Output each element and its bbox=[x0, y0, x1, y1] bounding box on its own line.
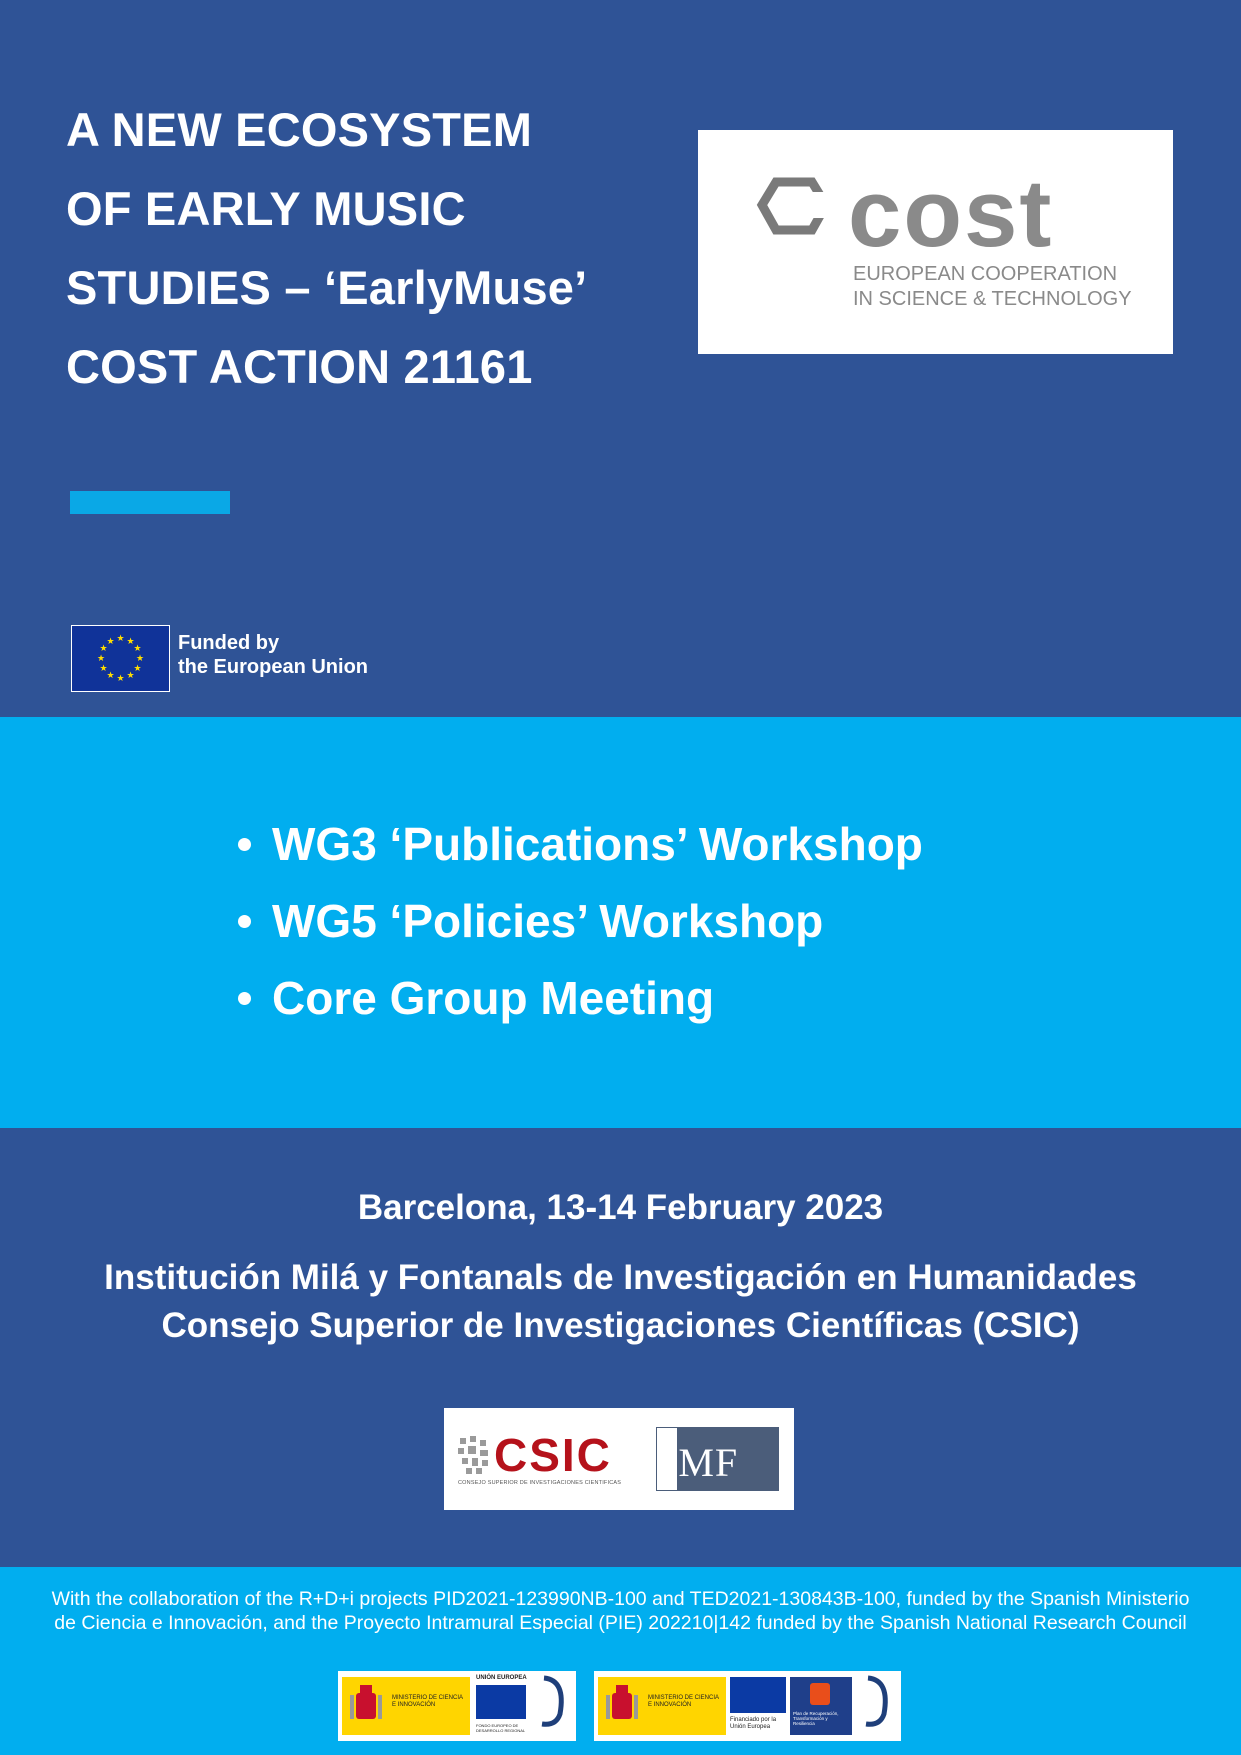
list-item bbox=[238, 883, 1138, 960]
cost-logo bbox=[698, 130, 1173, 354]
imf-wordmark: IMF bbox=[664, 1440, 739, 1485]
title-line: OF EARLY MUSIC bbox=[66, 182, 466, 235]
ministry-logo-2 bbox=[598, 1677, 726, 1735]
institution-line1: Institución Milá y Fontanals de Investigación en Humanidades bbox=[104, 1258, 1137, 1297]
eu-funding-line1: Funded by bbox=[178, 632, 280, 654]
bullet-icon bbox=[238, 838, 251, 851]
csic-emblem-icon bbox=[458, 1436, 490, 1474]
title-line: STUDIES – ‘EarlyMuse’ bbox=[66, 261, 588, 314]
title-line: COST ACTION 21161 bbox=[66, 340, 533, 393]
eu-flag-icon bbox=[72, 626, 169, 691]
svg-text:★: ★ bbox=[116, 674, 125, 684]
svg-text:★: ★ bbox=[106, 637, 115, 647]
plan-label: Plan de Recuperación, Transformación y Resiliencia bbox=[793, 1711, 839, 1726]
financiado-label: Financiado por la Unión Europea bbox=[730, 1717, 777, 1730]
svg-text:★: ★ bbox=[126, 637, 135, 647]
accent-bar bbox=[70, 491, 230, 514]
ministry-logo bbox=[342, 1677, 470, 1735]
title-line: A NEW ECOSYSTEM bbox=[66, 103, 533, 156]
list-item-label: WG5 ‘Policies’ Workshop bbox=[272, 895, 824, 947]
cost-line2: IN SCIENCE & TECHNOLOGY bbox=[853, 288, 1132, 310]
collaboration-note: With the collaboration of the R+D+i projects PID2021-123990NB-100 and TED2021-130843B-100, funded by the Spanish Ministerio de Ciencia e Innovación, and the Proyecto Intramural Especial (PIE) 202210|142 funded by the Spanish National Research Council bbox=[51, 1588, 1190, 1634]
svg-text:★: ★ bbox=[133, 644, 142, 654]
bullet-icon bbox=[238, 915, 251, 928]
institution-line2: Consejo Superior de Investigaciones Científicas (CSIC) bbox=[161, 1306, 1080, 1345]
svg-text:★: ★ bbox=[106, 671, 115, 681]
eu-flag-small-icon bbox=[730, 1677, 786, 1713]
csic-wordmark: CSIC bbox=[494, 1429, 612, 1481]
imf-logo bbox=[656, 1427, 779, 1491]
csic-subtitle: CONSEJO SUPERIOR DE INVESTIGACIONES CIENTÍFICAS bbox=[458, 1480, 622, 1486]
svg-text:★: ★ bbox=[133, 664, 142, 674]
institution-text bbox=[0, 1254, 1241, 1350]
svg-text:★: ★ bbox=[96, 654, 106, 664]
svg-text:★: ★ bbox=[126, 671, 135, 681]
bullet-icon bbox=[238, 992, 251, 1005]
spain-coat-of-arms-icon bbox=[602, 1677, 642, 1735]
list-item-label: Core Group Meeting bbox=[272, 972, 715, 1024]
funding-logo-strip-1 bbox=[338, 1671, 576, 1741]
eu-funding-line2: the European Union bbox=[178, 656, 368, 678]
spain-coat-of-arms-icon bbox=[346, 1677, 386, 1735]
cost-word: cost bbox=[848, 160, 1054, 267]
eu-flag-small-icon bbox=[476, 1685, 526, 1719]
event-date: Barcelona, 13-14 February 2023 bbox=[357, 1188, 884, 1227]
list-item bbox=[238, 960, 1138, 1037]
svg-text:★: ★ bbox=[99, 644, 108, 654]
cost-line1: EUROPEAN COOPERATION bbox=[853, 263, 1118, 285]
union-europea-label: UNIÓN EUROPEA bbox=[476, 1675, 527, 1681]
host-logos bbox=[444, 1408, 794, 1510]
svg-text:★: ★ bbox=[116, 634, 125, 644]
ministry-label: MINISTERIO DE CIENCIA E INNOVACIÓN bbox=[392, 1695, 463, 1708]
cost-logo-graphic bbox=[698, 130, 1173, 354]
agencia-logo-icon bbox=[532, 1674, 572, 1738]
agenda-list bbox=[238, 806, 1138, 1037]
ministry-label: MINISTERIO DE CIENCIA E INNOVACIÓN bbox=[648, 1695, 719, 1708]
plan-recuperacion-logo bbox=[790, 1677, 852, 1735]
list-item bbox=[238, 806, 1138, 883]
list-item-label: WG3 ‘Publications’ Workshop bbox=[272, 818, 923, 870]
poster-title bbox=[66, 90, 666, 406]
agencia-logo-icon bbox=[856, 1674, 896, 1738]
svg-text:★: ★ bbox=[99, 664, 108, 674]
svg-text:★: ★ bbox=[135, 654, 145, 664]
feder-label: FONDO EUROPEO DE DESARROLLO REGIONAL bbox=[476, 1723, 526, 1733]
eu-funding-text bbox=[178, 631, 368, 679]
funding-logo-strip-2 bbox=[594, 1671, 901, 1741]
